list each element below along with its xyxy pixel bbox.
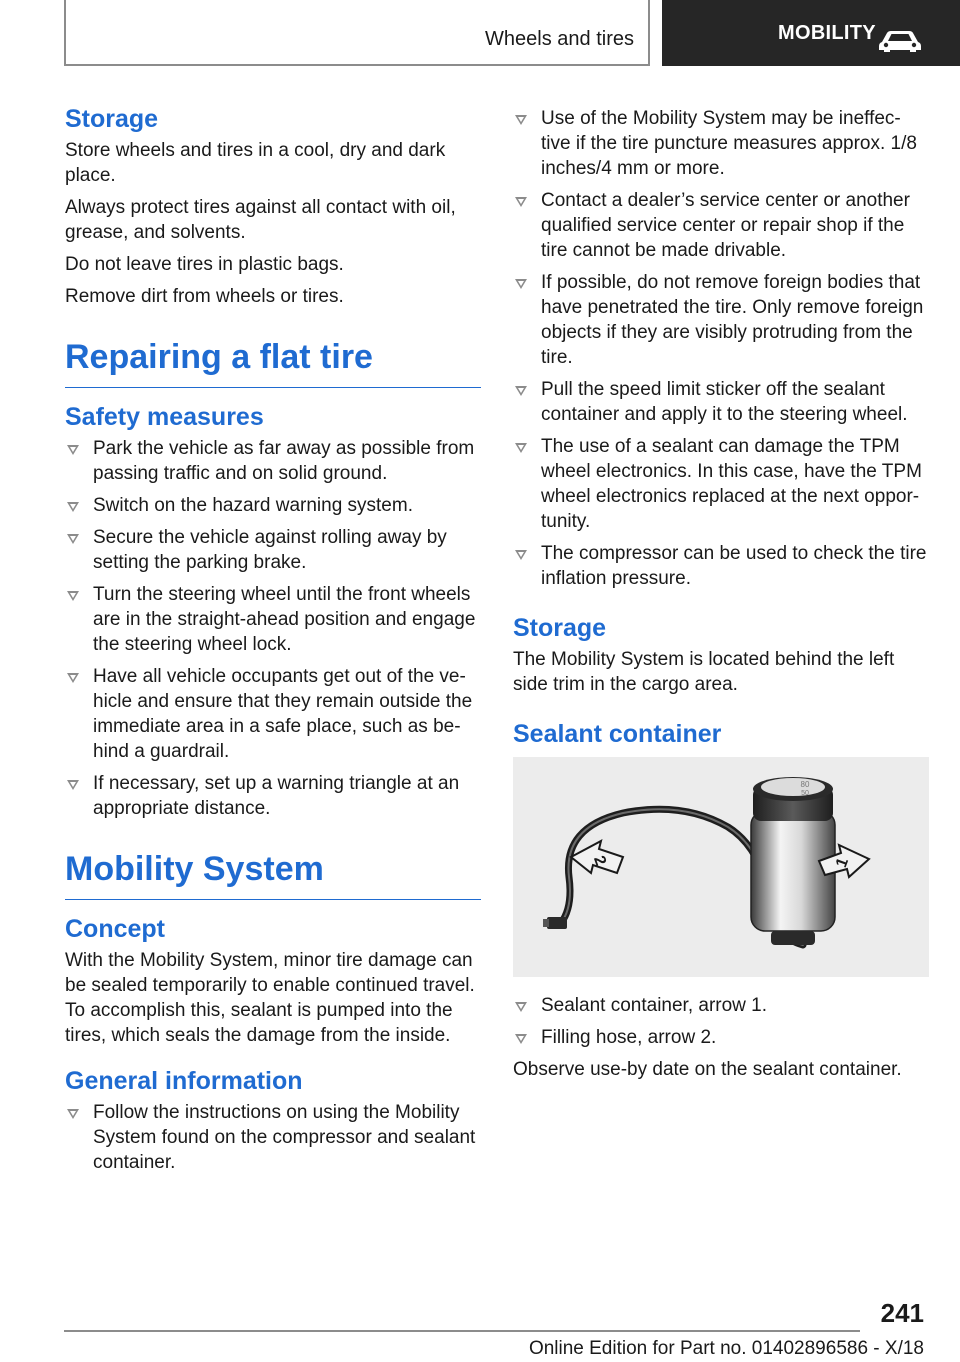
list-item <box>513 541 929 591</box>
triangle-bullet-icon <box>67 780 79 790</box>
triangle-bullet-icon <box>67 445 79 455</box>
triangle-bullet-icon <box>67 591 79 601</box>
list-item-text: The use of a sealant can damage the TPM wheel electronics. In this case, have the TPM wheel electronics replaced at the next oppor‐tunity. <box>541 436 922 532</box>
triangle-bullet-icon <box>515 386 527 396</box>
list-item-text: If possible, do not remove foreign bodies that have penetrated the tire. Only remove foreign objects if they are visibly protruding from the tire. <box>541 272 924 368</box>
triangle-bullet-icon <box>515 1002 527 1012</box>
list-item <box>513 377 929 427</box>
list-item <box>65 664 481 764</box>
header-chapter-label: MOBILITY <box>778 21 876 44</box>
sealant-heading: Sealant container <box>513 720 722 748</box>
header-rule-divider <box>648 0 650 66</box>
triangle-bullet-icon <box>515 279 527 289</box>
sealant-list <box>513 993 929 1050</box>
header-section-title: Wheels and tires <box>485 28 634 50</box>
list-item-text: Have all vehicle occupants get out of the ve‐hicle and ensure that they remain outside the immediate area in a safe place, such as be‐hind a guardrail. <box>93 666 473 762</box>
header-rule-left <box>64 0 66 66</box>
repair-heading: Repairing a flat tire <box>65 337 481 388</box>
page-number: 241 <box>880 1298 924 1328</box>
list-item-text: Turn the steering wheel until the front wheels are in the straight-ahead position and engage the steering wheel lock. <box>93 584 476 655</box>
mobility-storage-heading: Storage <box>513 614 607 642</box>
triangle-bullet-icon <box>515 443 527 453</box>
list-item <box>65 771 481 821</box>
storage-paragraph: Store wheels and tires in a cool, dry and dark place. <box>65 140 446 186</box>
list-item <box>65 493 481 518</box>
list-item <box>513 270 929 370</box>
triangle-bullet-icon <box>515 550 527 560</box>
storage-paragraph: Always protect tires against all contact with oil, grease, and solvents. <box>65 197 456 243</box>
triangle-bullet-icon <box>515 115 527 125</box>
header-rule-bottom <box>64 64 650 66</box>
triangle-bullet-icon <box>67 1109 79 1119</box>
sealant-note: Observe use-by date on the sealant container. <box>513 1059 902 1080</box>
list-item-text: Contact a dealer’s service center or another qualified service center or repair shop if the tire cannot be made drivable. <box>541 190 910 261</box>
triangle-bullet-icon <box>515 1034 527 1044</box>
list-item <box>65 1100 481 1175</box>
triangle-bullet-icon <box>515 197 527 207</box>
list-item-text: If necessary, set up a warning triangle at an appropriate distance. <box>93 773 460 819</box>
car-icon <box>876 28 924 54</box>
list-item-text: Switch on the hazard warning system. <box>93 495 413 516</box>
list-item <box>513 1025 929 1050</box>
sealant-container-figure <box>513 757 929 977</box>
list-item <box>513 993 929 1018</box>
storage-heading: Storage <box>65 105 159 133</box>
list-item-text: Follow the instructions on using the Mobility System found on the compressor and sealant container. <box>93 1102 476 1173</box>
concept-heading: Concept <box>65 915 165 943</box>
edition-footer: Online Edition for Part no. 01402896586 - X/18 <box>528 1338 924 1359</box>
list-item <box>65 525 481 575</box>
general-info-heading: General information <box>65 1067 303 1095</box>
general-info-list <box>65 1100 481 1175</box>
storage-paragraph: Remove dirt from wheels or tires. <box>65 286 344 307</box>
storage-paragraph: Do not leave tires in plastic bags. <box>65 254 344 275</box>
list-item <box>513 434 929 534</box>
triangle-bullet-icon <box>67 502 79 512</box>
list-item <box>513 188 929 263</box>
cap-label-bottom: 50 <box>801 790 809 797</box>
bottle-base <box>771 931 815 945</box>
list-item <box>65 436 481 486</box>
list-item-text: Sealant container, arrow 1. <box>541 995 768 1016</box>
list-item-text: Pull the speed limit sticker off the sealant container and apply it to the steering wheel. <box>541 379 908 425</box>
list-item <box>513 106 929 181</box>
right-column <box>513 96 929 1089</box>
safety-list <box>65 436 481 821</box>
arrow-2-label: 2 <box>589 853 609 868</box>
list-item-text: Secure the vehicle against rolling away by setting the parking brake. <box>93 527 447 573</box>
arrow-1-label: 1 <box>833 855 853 870</box>
concept-paragraph: With the Mobility System, minor tire damage can be sealed temporarily to enable continued travel. To accomplish this, sealant is pumped into the tires, which seals the damage from the inside. <box>65 950 475 1046</box>
footer-rule <box>64 1330 860 1332</box>
mobility-heading: Mobility System <box>65 849 481 900</box>
list-item-text: Park the vehicle as far away as possible from passing traffic and on solid ground. <box>93 438 475 484</box>
safety-heading: Safety measures <box>65 403 264 431</box>
left-column <box>65 96 481 1182</box>
cap-label-top: 80 <box>800 780 810 789</box>
mobility-storage-paragraph: The Mobility System is located behind the left side trim in the cargo area. <box>513 649 895 695</box>
list-item <box>65 582 481 657</box>
list-item-text: The compressor can be used to check the tire inflation pressure. <box>541 543 927 589</box>
hose-connector <box>547 917 567 929</box>
list-item-text: Use of the Mobility System may be ineffec‐tive if the tire puncture measures approx. 1/8 inches/4 mm or more. <box>541 108 917 179</box>
general-info-list-continued <box>513 106 929 591</box>
triangle-bullet-icon <box>67 673 79 683</box>
sealant-container-illustration <box>513 757 929 977</box>
list-item-text: Filling hose, arrow 2. <box>541 1027 717 1048</box>
triangle-bullet-icon <box>67 534 79 544</box>
